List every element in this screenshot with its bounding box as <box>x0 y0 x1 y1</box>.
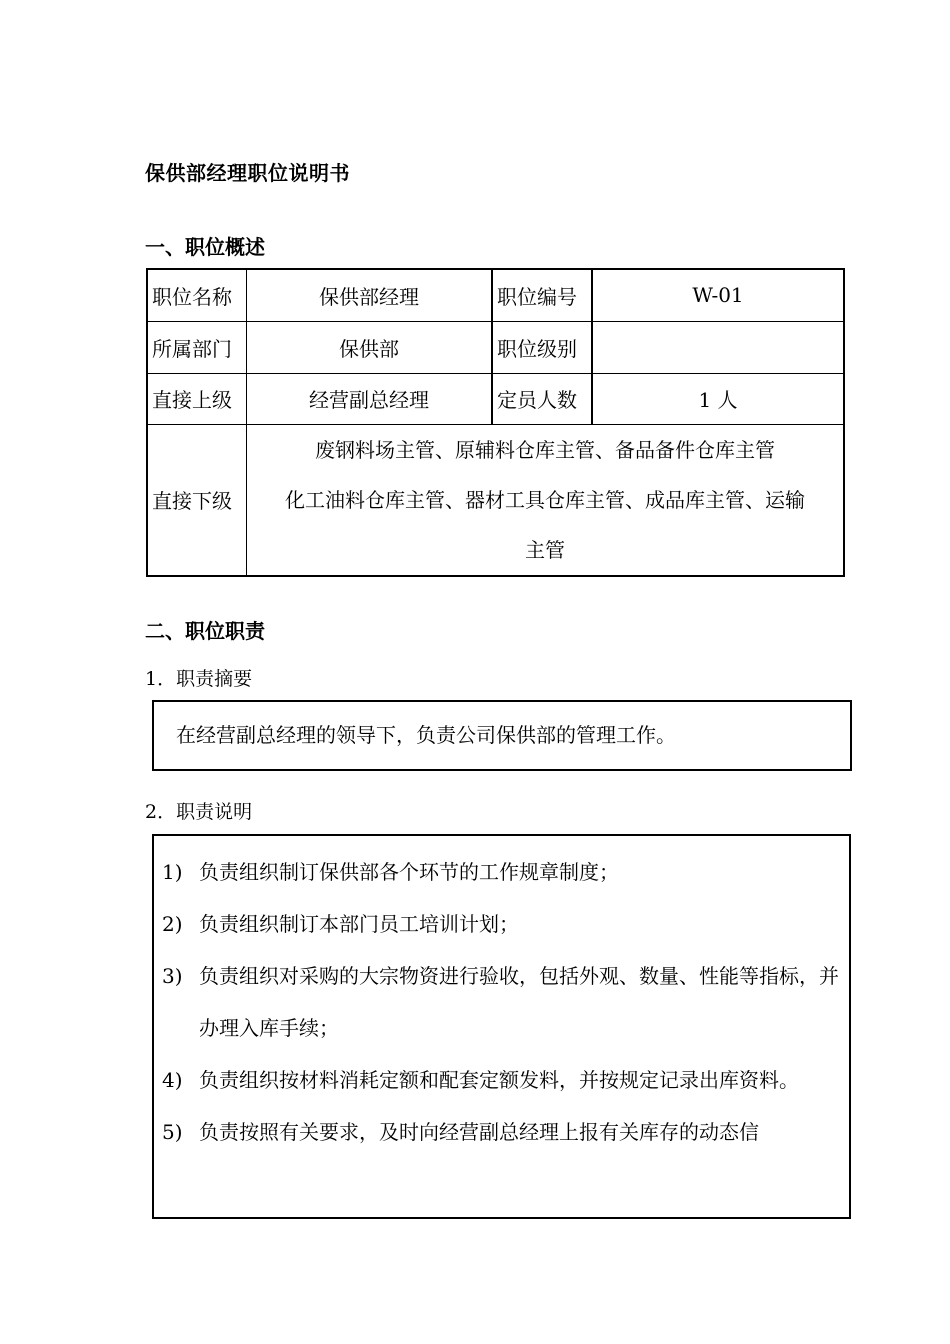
duty-summary-text: 在经营副总经理的领导下，负责公司保供部的管理工作。 <box>176 723 676 747</box>
position-name-label: 职位名称 <box>147 269 247 321</box>
list-item <box>162 950 841 1054</box>
position-code-value: W-01 <box>592 269 844 321</box>
subordinates-line: 化工油料仓库主管、器材工具仓库主管、成品库主管、运输 <box>285 487 805 512</box>
section-overview-heading: 一、职位概述 <box>145 235 265 259</box>
duty-summary-box <box>152 700 852 771</box>
headcount-label: 定员人数 <box>492 373 592 424</box>
list-item <box>162 898 841 950</box>
duty-number: 5) <box>162 1120 183 1144</box>
duty-list <box>154 836 849 1158</box>
list-item <box>162 1106 841 1158</box>
position-name-value: 保供部经理 <box>247 269 493 321</box>
duty-text: 负责组织按材料消耗定额和配套定额发料，并按规定记录出库资料。 <box>199 1068 799 1092</box>
table-row <box>147 424 844 576</box>
list-item <box>162 1054 841 1106</box>
section-duties-heading: 二、职位职责 <box>145 619 265 643</box>
position-level-label: 职位级别 <box>492 321 592 373</box>
duty-details-box <box>152 834 851 1219</box>
direct-superior-label: 直接上级 <box>147 373 247 424</box>
duty-text: 负责组织对采购的大宗物资进行验收，包括外观、数量、性能等指标，并办理入库手续； <box>199 964 839 1040</box>
duty-summary-heading: 1．职责摘要 <box>145 668 253 690</box>
table-row <box>147 269 844 321</box>
duty-number: 4) <box>162 1068 183 1092</box>
duty-details-heading: 2．职责说明 <box>145 801 253 823</box>
subordinates-line: 废钢料场主管、原辅料仓库主管、备品备件仓库主管 <box>315 437 775 462</box>
department-label: 所属部门 <box>147 321 247 373</box>
duty-number: 2) <box>162 912 183 936</box>
duty-text: 负责按照有关要求，及时向经营副总经理上报有关库存的动态信 <box>199 1120 759 1144</box>
subordinates-label: 直接下级 <box>147 424 247 576</box>
document-title: 保供部经理职位说明书 <box>145 161 350 185</box>
position-code-label: 职位编号 <box>492 269 592 321</box>
duty-number: 1) <box>162 860 183 884</box>
table-row <box>147 321 844 373</box>
subordinates-value <box>247 424 845 576</box>
duty-text: 负责组织制订本部门员工培训计划； <box>199 912 519 936</box>
headcount-value: 1 人 <box>592 373 844 424</box>
direct-superior-value: 经营副总经理 <box>247 373 493 424</box>
table-row <box>147 373 844 424</box>
list-item <box>162 846 841 898</box>
duty-text: 负责组织制订保供部各个环节的工作规章制度； <box>199 860 619 884</box>
department-value: 保供部 <box>247 321 493 373</box>
subordinates-line: 主管 <box>525 537 565 562</box>
position-level-value <box>592 321 844 373</box>
position-overview-table <box>146 268 845 577</box>
duty-number: 3) <box>162 964 183 988</box>
